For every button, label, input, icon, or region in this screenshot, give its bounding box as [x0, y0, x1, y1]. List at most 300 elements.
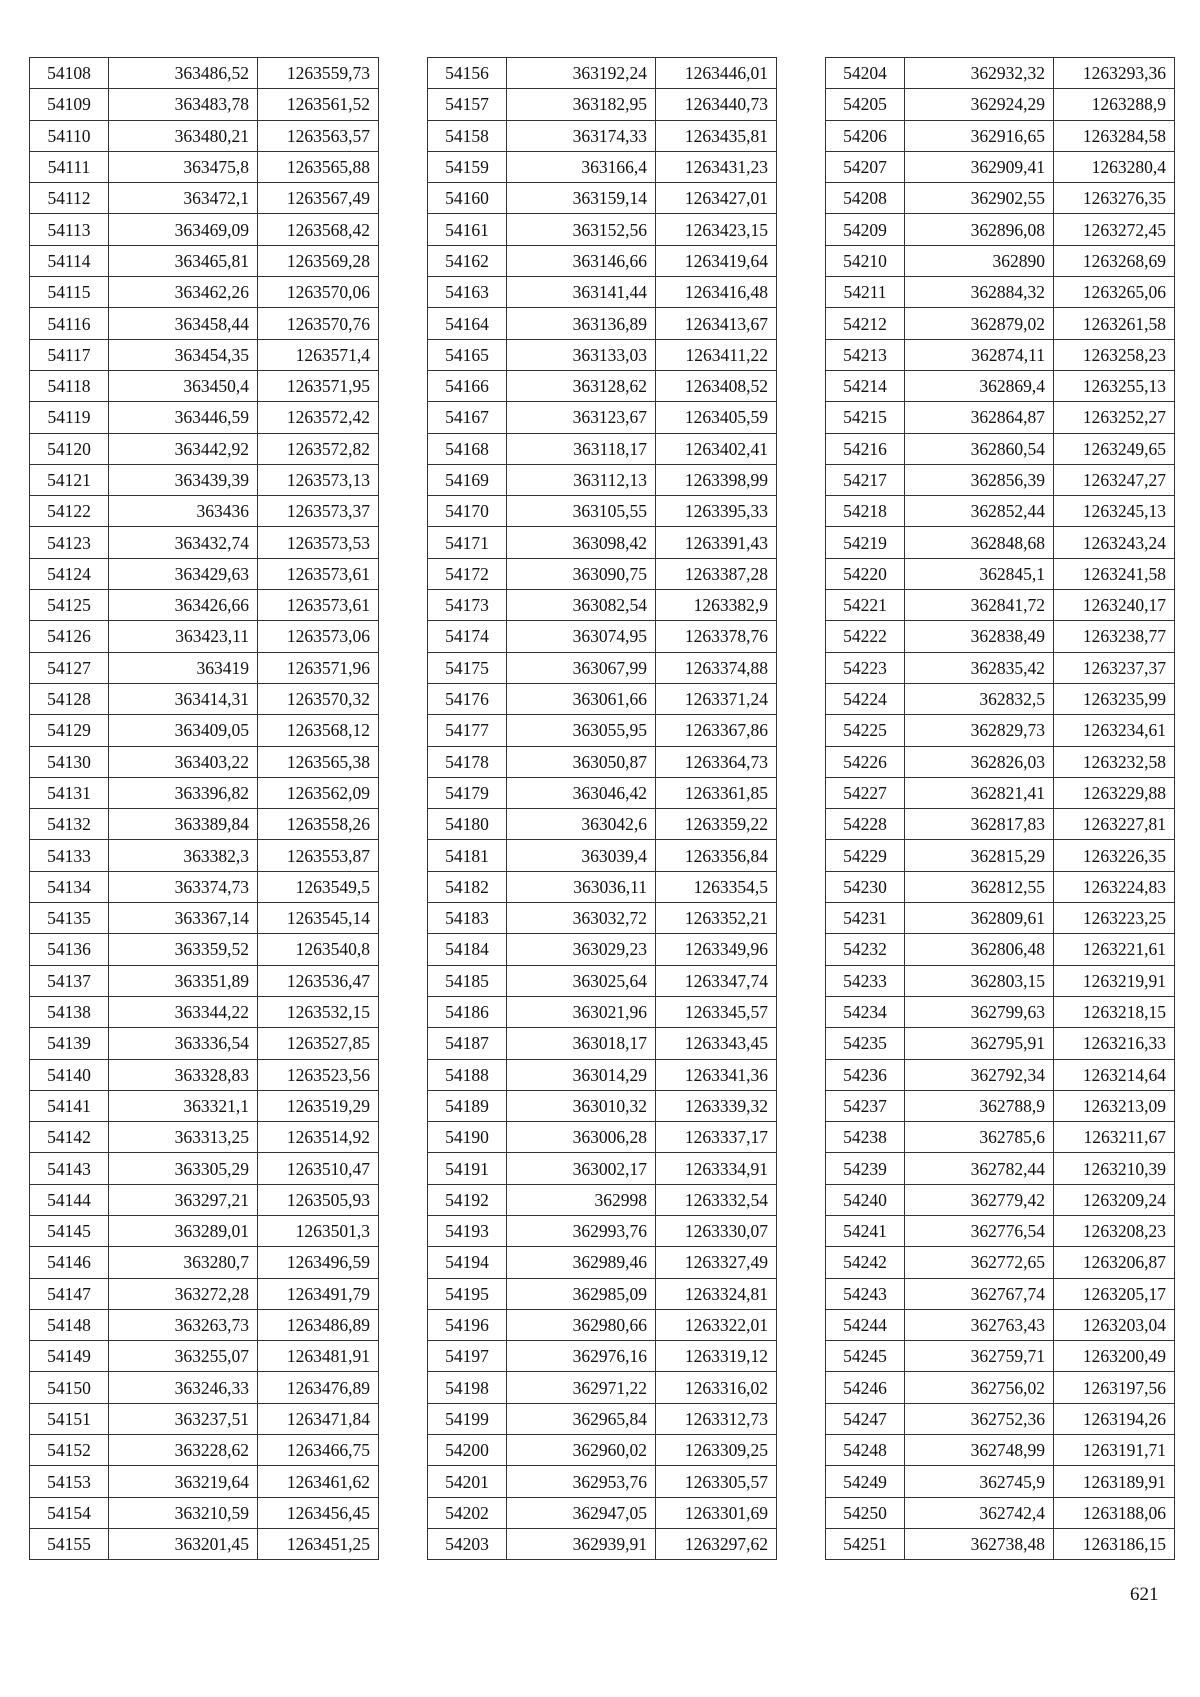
y-coordinate-cell: 1263276,35: [1054, 183, 1175, 214]
x-coordinate-cell: 362860,54: [905, 433, 1054, 464]
table-row: [428, 464, 777, 495]
x-coordinate-cell: 363018,17: [507, 1028, 656, 1059]
point-number-cell: 54174: [428, 621, 507, 652]
point-number-cell: 54203: [428, 1528, 507, 1559]
y-coordinate-cell: 1263570,32: [258, 683, 379, 714]
table-row: [30, 840, 379, 871]
table-row: [30, 120, 379, 151]
x-coordinate-cell: 363210,59: [109, 1497, 258, 1528]
table-row: [30, 1528, 379, 1559]
y-coordinate-cell: 1263431,23: [656, 151, 777, 182]
point-number-cell: 54230: [826, 871, 905, 902]
y-coordinate-cell: 1263252,27: [1054, 402, 1175, 433]
point-number-cell: 54172: [428, 558, 507, 589]
point-number-cell: 54125: [30, 590, 109, 621]
point-number-cell: 54224: [826, 683, 905, 714]
table-row: [428, 996, 777, 1027]
y-coordinate-cell: 1263265,06: [1054, 277, 1175, 308]
x-coordinate-cell: 363046,42: [507, 777, 656, 808]
y-coordinate-cell: 1263559,73: [258, 58, 379, 89]
point-number-cell: 54233: [826, 965, 905, 996]
x-coordinate-cell: 363105,55: [507, 496, 656, 527]
y-coordinate-cell: 1263416,48: [656, 277, 777, 308]
x-coordinate-cell: 362947,05: [507, 1497, 656, 1528]
table-row: [30, 151, 379, 182]
y-coordinate-cell: 1263570,76: [258, 308, 379, 339]
point-number-cell: 54242: [826, 1247, 905, 1278]
x-coordinate-cell: 362960,02: [507, 1435, 656, 1466]
x-coordinate-cell: 362874,11: [905, 339, 1054, 370]
table-row: [30, 1215, 379, 1246]
y-coordinate-cell: 1263354,5: [656, 871, 777, 902]
x-coordinate-cell: 362884,32: [905, 277, 1054, 308]
x-coordinate-cell: 363374,73: [109, 871, 258, 902]
point-number-cell: 54229: [826, 840, 905, 871]
x-coordinate-cell: 363152,56: [507, 214, 656, 245]
x-coordinate-cell: 362745,9: [905, 1466, 1054, 1497]
x-coordinate-cell: 363159,14: [507, 183, 656, 214]
point-number-cell: 54176: [428, 683, 507, 714]
point-number-cell: 54226: [826, 746, 905, 777]
x-coordinate-cell: 363039,4: [507, 840, 656, 871]
point-number-cell: 54225: [826, 715, 905, 746]
point-number-cell: 54140: [30, 1059, 109, 1090]
y-coordinate-cell: 1263206,87: [1054, 1247, 1175, 1278]
x-coordinate-cell: 363396,82: [109, 777, 258, 808]
y-coordinate-cell: 1263491,79: [258, 1278, 379, 1309]
point-number-cell: 54217: [826, 464, 905, 495]
y-coordinate-cell: 1263247,27: [1054, 464, 1175, 495]
y-coordinate-cell: 1263218,15: [1054, 996, 1175, 1027]
point-number-cell: 54154: [30, 1497, 109, 1528]
x-coordinate-cell: 363367,14: [109, 903, 258, 934]
point-number-cell: 54151: [30, 1403, 109, 1434]
table-row: [826, 58, 1175, 89]
y-coordinate-cell: 1263570,06: [258, 277, 379, 308]
x-coordinate-cell: 363486,52: [109, 58, 258, 89]
y-coordinate-cell: 1263349,96: [656, 934, 777, 965]
x-coordinate-cell: 363192,24: [507, 58, 656, 89]
x-coordinate-cell: 362826,03: [905, 746, 1054, 777]
table-row: [428, 339, 777, 370]
y-coordinate-cell: 1263395,33: [656, 496, 777, 527]
point-number-cell: 54223: [826, 652, 905, 683]
table-row: [826, 151, 1175, 182]
table-row: [826, 496, 1175, 527]
table-row: [826, 652, 1175, 683]
x-coordinate-cell: 362812,55: [905, 871, 1054, 902]
point-number-cell: 54215: [826, 402, 905, 433]
table-row: [428, 1153, 777, 1184]
point-number-cell: 54133: [30, 840, 109, 871]
table-row: [428, 715, 777, 746]
y-coordinate-cell: 1263427,01: [656, 183, 777, 214]
y-coordinate-cell: 1263241,58: [1054, 558, 1175, 589]
x-coordinate-cell: 362896,08: [905, 214, 1054, 245]
table-row: [428, 621, 777, 652]
x-coordinate-cell: 362832,5: [905, 683, 1054, 714]
x-coordinate-cell: 363042,6: [507, 809, 656, 840]
table-row: [826, 433, 1175, 464]
table-row: [30, 903, 379, 934]
x-coordinate-cell: 362864,87: [905, 402, 1054, 433]
point-number-cell: 54173: [428, 590, 507, 621]
y-coordinate-cell: 1263565,88: [258, 151, 379, 182]
table-row: [428, 1184, 777, 1215]
y-coordinate-cell: 1263221,61: [1054, 934, 1175, 965]
point-number-cell: 54240: [826, 1184, 905, 1215]
x-coordinate-cell: 362767,74: [905, 1278, 1054, 1309]
x-coordinate-cell: 363021,96: [507, 996, 656, 1027]
x-coordinate-cell: 363429,63: [109, 558, 258, 589]
x-coordinate-cell: 363321,1: [109, 1090, 258, 1121]
point-number-cell: 54109: [30, 89, 109, 120]
point-number-cell: 54144: [30, 1184, 109, 1215]
y-coordinate-cell: 1263411,22: [656, 339, 777, 370]
point-number-cell: 54183: [428, 903, 507, 934]
y-coordinate-cell: 1263216,33: [1054, 1028, 1175, 1059]
point-number-cell: 54188: [428, 1059, 507, 1090]
coordinates-table-1: [29, 57, 379, 1560]
table-row: [428, 151, 777, 182]
x-coordinate-cell: 363002,17: [507, 1153, 656, 1184]
table-row: [428, 558, 777, 589]
x-coordinate-cell: 362763,43: [905, 1309, 1054, 1340]
x-coordinate-cell: 363419: [109, 652, 258, 683]
y-coordinate-cell: 1263510,47: [258, 1153, 379, 1184]
x-coordinate-cell: 363432,74: [109, 527, 258, 558]
point-number-cell: 54238: [826, 1122, 905, 1153]
table-row: [428, 1309, 777, 1340]
y-coordinate-cell: 1263364,73: [656, 746, 777, 777]
point-number-cell: 54199: [428, 1403, 507, 1434]
table-row: [30, 777, 379, 808]
y-coordinate-cell: 1263232,58: [1054, 746, 1175, 777]
y-coordinate-cell: 1263243,24: [1054, 527, 1175, 558]
point-number-cell: 54179: [428, 777, 507, 808]
y-coordinate-cell: 1263486,89: [258, 1309, 379, 1340]
y-coordinate-cell: 1263197,56: [1054, 1372, 1175, 1403]
point-number-cell: 54195: [428, 1278, 507, 1309]
y-coordinate-cell: 1263540,8: [258, 934, 379, 965]
x-coordinate-cell: 362815,29: [905, 840, 1054, 871]
table-row: [30, 527, 379, 558]
x-coordinate-cell: 362953,76: [507, 1466, 656, 1497]
table-row: [826, 245, 1175, 276]
table-row: [826, 1341, 1175, 1372]
y-coordinate-cell: 1263456,45: [258, 1497, 379, 1528]
table-row: [30, 402, 379, 433]
y-coordinate-cell: 1263305,57: [656, 1466, 777, 1497]
y-coordinate-cell: 1263471,84: [258, 1403, 379, 1434]
point-number-cell: 54116: [30, 308, 109, 339]
x-coordinate-cell: 362856,39: [905, 464, 1054, 495]
point-number-cell: 54207: [826, 151, 905, 182]
y-coordinate-cell: 1263572,82: [258, 433, 379, 464]
x-coordinate-cell: 362785,6: [905, 1122, 1054, 1153]
point-number-cell: 54244: [826, 1309, 905, 1340]
x-coordinate-cell: 363082,54: [507, 590, 656, 621]
x-coordinate-cell: 362799,63: [905, 996, 1054, 1027]
table-row: [428, 120, 777, 151]
point-number-cell: 54122: [30, 496, 109, 527]
point-number-cell: 54123: [30, 527, 109, 558]
x-coordinate-cell: 362756,02: [905, 1372, 1054, 1403]
x-coordinate-cell: 363439,39: [109, 464, 258, 495]
point-number-cell: 54204: [826, 58, 905, 89]
table-row: [428, 1215, 777, 1246]
point-number-cell: 54146: [30, 1247, 109, 1278]
point-number-cell: 54158: [428, 120, 507, 151]
x-coordinate-cell: 363098,42: [507, 527, 656, 558]
y-coordinate-cell: 1263316,02: [656, 1372, 777, 1403]
table-row: [30, 1466, 379, 1497]
y-coordinate-cell: 1263191,71: [1054, 1435, 1175, 1466]
point-number-cell: 54205: [826, 89, 905, 120]
y-coordinate-cell: 1263235,99: [1054, 683, 1175, 714]
y-coordinate-cell: 1263330,07: [656, 1215, 777, 1246]
point-number-cell: 54220: [826, 558, 905, 589]
y-coordinate-cell: 1263565,38: [258, 746, 379, 777]
y-coordinate-cell: 1263341,36: [656, 1059, 777, 1090]
point-number-cell: 54137: [30, 965, 109, 996]
x-coordinate-cell: 363280,7: [109, 1247, 258, 1278]
table-row: [428, 1341, 777, 1372]
x-coordinate-cell: 362924,29: [905, 89, 1054, 120]
point-number-cell: 54184: [428, 934, 507, 965]
coordinates-table-2: [427, 57, 777, 1560]
y-coordinate-cell: 1263309,25: [656, 1435, 777, 1466]
x-coordinate-cell: 363146,66: [507, 245, 656, 276]
table-row: [826, 1184, 1175, 1215]
table-row: [826, 1090, 1175, 1121]
y-coordinate-cell: 1263367,86: [656, 715, 777, 746]
table-row: [428, 89, 777, 120]
y-coordinate-cell: 1263194,26: [1054, 1403, 1175, 1434]
y-coordinate-cell: 1263501,3: [258, 1215, 379, 1246]
y-coordinate-cell: 1263435,81: [656, 120, 777, 151]
point-number-cell: 54213: [826, 339, 905, 370]
x-coordinate-cell: 363426,66: [109, 590, 258, 621]
y-coordinate-cell: 1263229,88: [1054, 777, 1175, 808]
table-row: [428, 308, 777, 339]
y-coordinate-cell: 1263382,9: [656, 590, 777, 621]
point-number-cell: 54136: [30, 934, 109, 965]
point-number-cell: 54193: [428, 1215, 507, 1246]
y-coordinate-cell: 1263378,76: [656, 621, 777, 652]
table-row: [30, 1435, 379, 1466]
y-coordinate-cell: 1263402,41: [656, 433, 777, 464]
point-number-cell: 54245: [826, 1341, 905, 1372]
y-coordinate-cell: 1263234,61: [1054, 715, 1175, 746]
y-coordinate-cell: 1263573,13: [258, 464, 379, 495]
y-coordinate-cell: 1263391,43: [656, 527, 777, 558]
x-coordinate-cell: 362971,22: [507, 1372, 656, 1403]
point-number-cell: 54231: [826, 903, 905, 934]
x-coordinate-cell: 363061,66: [507, 683, 656, 714]
y-coordinate-cell: 1263255,13: [1054, 370, 1175, 401]
table-row: [30, 433, 379, 464]
point-number-cell: 54189: [428, 1090, 507, 1121]
y-coordinate-cell: 1263361,85: [656, 777, 777, 808]
table-row: [428, 934, 777, 965]
point-number-cell: 54128: [30, 683, 109, 714]
point-number-cell: 54196: [428, 1309, 507, 1340]
point-number-cell: 54246: [826, 1372, 905, 1403]
point-number-cell: 54251: [826, 1528, 905, 1559]
table-row: [30, 1247, 379, 1278]
x-coordinate-cell: 363475,8: [109, 151, 258, 182]
point-number-cell: 54126: [30, 621, 109, 652]
x-coordinate-cell: 362932,32: [905, 58, 1054, 89]
x-coordinate-cell: 363032,72: [507, 903, 656, 934]
table-row: [30, 871, 379, 902]
table-row: [826, 715, 1175, 746]
table-row: [428, 746, 777, 777]
x-coordinate-cell: 362841,72: [905, 590, 1054, 621]
point-number-cell: 54129: [30, 715, 109, 746]
point-number-cell: 54127: [30, 652, 109, 683]
x-coordinate-cell: 362817,83: [905, 809, 1054, 840]
x-coordinate-cell: 362909,41: [905, 151, 1054, 182]
x-coordinate-cell: 363133,03: [507, 339, 656, 370]
y-coordinate-cell: 1263324,81: [656, 1278, 777, 1309]
x-coordinate-cell: 362788,9: [905, 1090, 1054, 1121]
y-coordinate-cell: 1263466,75: [258, 1435, 379, 1466]
y-coordinate-cell: 1263280,4: [1054, 151, 1175, 182]
x-coordinate-cell: 362792,34: [905, 1059, 1054, 1090]
y-coordinate-cell: 1263227,81: [1054, 809, 1175, 840]
y-coordinate-cell: 1263573,37: [258, 496, 379, 527]
x-coordinate-cell: 362939,91: [507, 1528, 656, 1559]
point-number-cell: 54209: [826, 214, 905, 245]
table-row: [30, 1372, 379, 1403]
y-coordinate-cell: 1263527,85: [258, 1028, 379, 1059]
y-coordinate-cell: 1263536,47: [258, 965, 379, 996]
x-coordinate-cell: 363442,92: [109, 433, 258, 464]
x-coordinate-cell: 362742,4: [905, 1497, 1054, 1528]
point-number-cell: 54161: [428, 214, 507, 245]
point-number-cell: 54152: [30, 1435, 109, 1466]
y-coordinate-cell: 1263189,91: [1054, 1466, 1175, 1497]
point-number-cell: 54138: [30, 996, 109, 1027]
point-number-cell: 54117: [30, 339, 109, 370]
table-row: [826, 683, 1175, 714]
y-coordinate-cell: 1263398,99: [656, 464, 777, 495]
point-number-cell: 54156: [428, 58, 507, 89]
point-number-cell: 54239: [826, 1153, 905, 1184]
table-row: [826, 590, 1175, 621]
table-row: [428, 1028, 777, 1059]
x-coordinate-cell: 363483,78: [109, 89, 258, 120]
table-row: [30, 590, 379, 621]
y-coordinate-cell: 1263297,62: [656, 1528, 777, 1559]
y-coordinate-cell: 1263213,09: [1054, 1090, 1175, 1121]
x-coordinate-cell: 363289,01: [109, 1215, 258, 1246]
x-coordinate-cell: 362902,55: [905, 183, 1054, 214]
point-number-cell: 54237: [826, 1090, 905, 1121]
x-coordinate-cell: 363446,59: [109, 402, 258, 433]
point-number-cell: 54248: [826, 1435, 905, 1466]
y-coordinate-cell: 1263301,69: [656, 1497, 777, 1528]
y-coordinate-cell: 1263288,9: [1054, 89, 1175, 120]
y-coordinate-cell: 1263219,91: [1054, 965, 1175, 996]
y-coordinate-cell: 1263226,35: [1054, 840, 1175, 871]
point-number-cell: 54241: [826, 1215, 905, 1246]
y-coordinate-cell: 1263211,67: [1054, 1122, 1175, 1153]
x-coordinate-cell: 363297,21: [109, 1184, 258, 1215]
table-row: [826, 89, 1175, 120]
x-coordinate-cell: 362852,44: [905, 496, 1054, 527]
point-number-cell: 54250: [826, 1497, 905, 1528]
point-number-cell: 54139: [30, 1028, 109, 1059]
y-coordinate-cell: 1263334,91: [656, 1153, 777, 1184]
x-coordinate-cell: 362998: [507, 1184, 656, 1215]
coordinates-table-3: [825, 57, 1175, 1560]
point-number-cell: 54190: [428, 1122, 507, 1153]
table-row: [428, 777, 777, 808]
point-number-cell: 54145: [30, 1215, 109, 1246]
x-coordinate-cell: 363305,29: [109, 1153, 258, 1184]
x-coordinate-cell: 363465,81: [109, 245, 258, 276]
table-row: [428, 433, 777, 464]
table-row: [428, 840, 777, 871]
table-row: [428, 1497, 777, 1528]
table-row: [826, 777, 1175, 808]
table-row: [428, 871, 777, 902]
point-number-cell: 54171: [428, 527, 507, 558]
table-row: [826, 1028, 1175, 1059]
table-row: [428, 58, 777, 89]
x-coordinate-cell: 362890: [905, 245, 1054, 276]
y-coordinate-cell: 1263561,52: [258, 89, 379, 120]
x-coordinate-cell: 362806,48: [905, 934, 1054, 965]
point-number-cell: 54210: [826, 245, 905, 276]
y-coordinate-cell: 1263268,69: [1054, 245, 1175, 276]
x-coordinate-cell: 363025,64: [507, 965, 656, 996]
point-number-cell: 54202: [428, 1497, 507, 1528]
y-coordinate-cell: 1263293,36: [1054, 58, 1175, 89]
y-coordinate-cell: 1263562,09: [258, 777, 379, 808]
table-row: [826, 934, 1175, 965]
y-coordinate-cell: 1263359,22: [656, 809, 777, 840]
y-coordinate-cell: 1263347,74: [656, 965, 777, 996]
x-coordinate-cell: 362782,44: [905, 1153, 1054, 1184]
x-coordinate-cell: 363458,44: [109, 308, 258, 339]
y-coordinate-cell: 1263545,14: [258, 903, 379, 934]
table-row: [428, 903, 777, 934]
point-number-cell: 54134: [30, 871, 109, 902]
x-coordinate-cell: 363219,64: [109, 1466, 258, 1497]
point-number-cell: 54191: [428, 1153, 507, 1184]
x-coordinate-cell: 362993,76: [507, 1215, 656, 1246]
x-coordinate-cell: 363237,51: [109, 1403, 258, 1434]
table-row: [30, 496, 379, 527]
point-number-cell: 54113: [30, 214, 109, 245]
point-number-cell: 54180: [428, 809, 507, 840]
table-row: [826, 746, 1175, 777]
y-coordinate-cell: 1263573,61: [258, 590, 379, 621]
table-row: [30, 183, 379, 214]
point-number-cell: 54170: [428, 496, 507, 527]
y-coordinate-cell: 1263568,42: [258, 214, 379, 245]
table-row: [826, 1153, 1175, 1184]
table-row: [30, 308, 379, 339]
table-row: [30, 746, 379, 777]
page-number: 621: [1130, 1584, 1159, 1605]
table-row: [428, 652, 777, 683]
table-row: [826, 1278, 1175, 1309]
